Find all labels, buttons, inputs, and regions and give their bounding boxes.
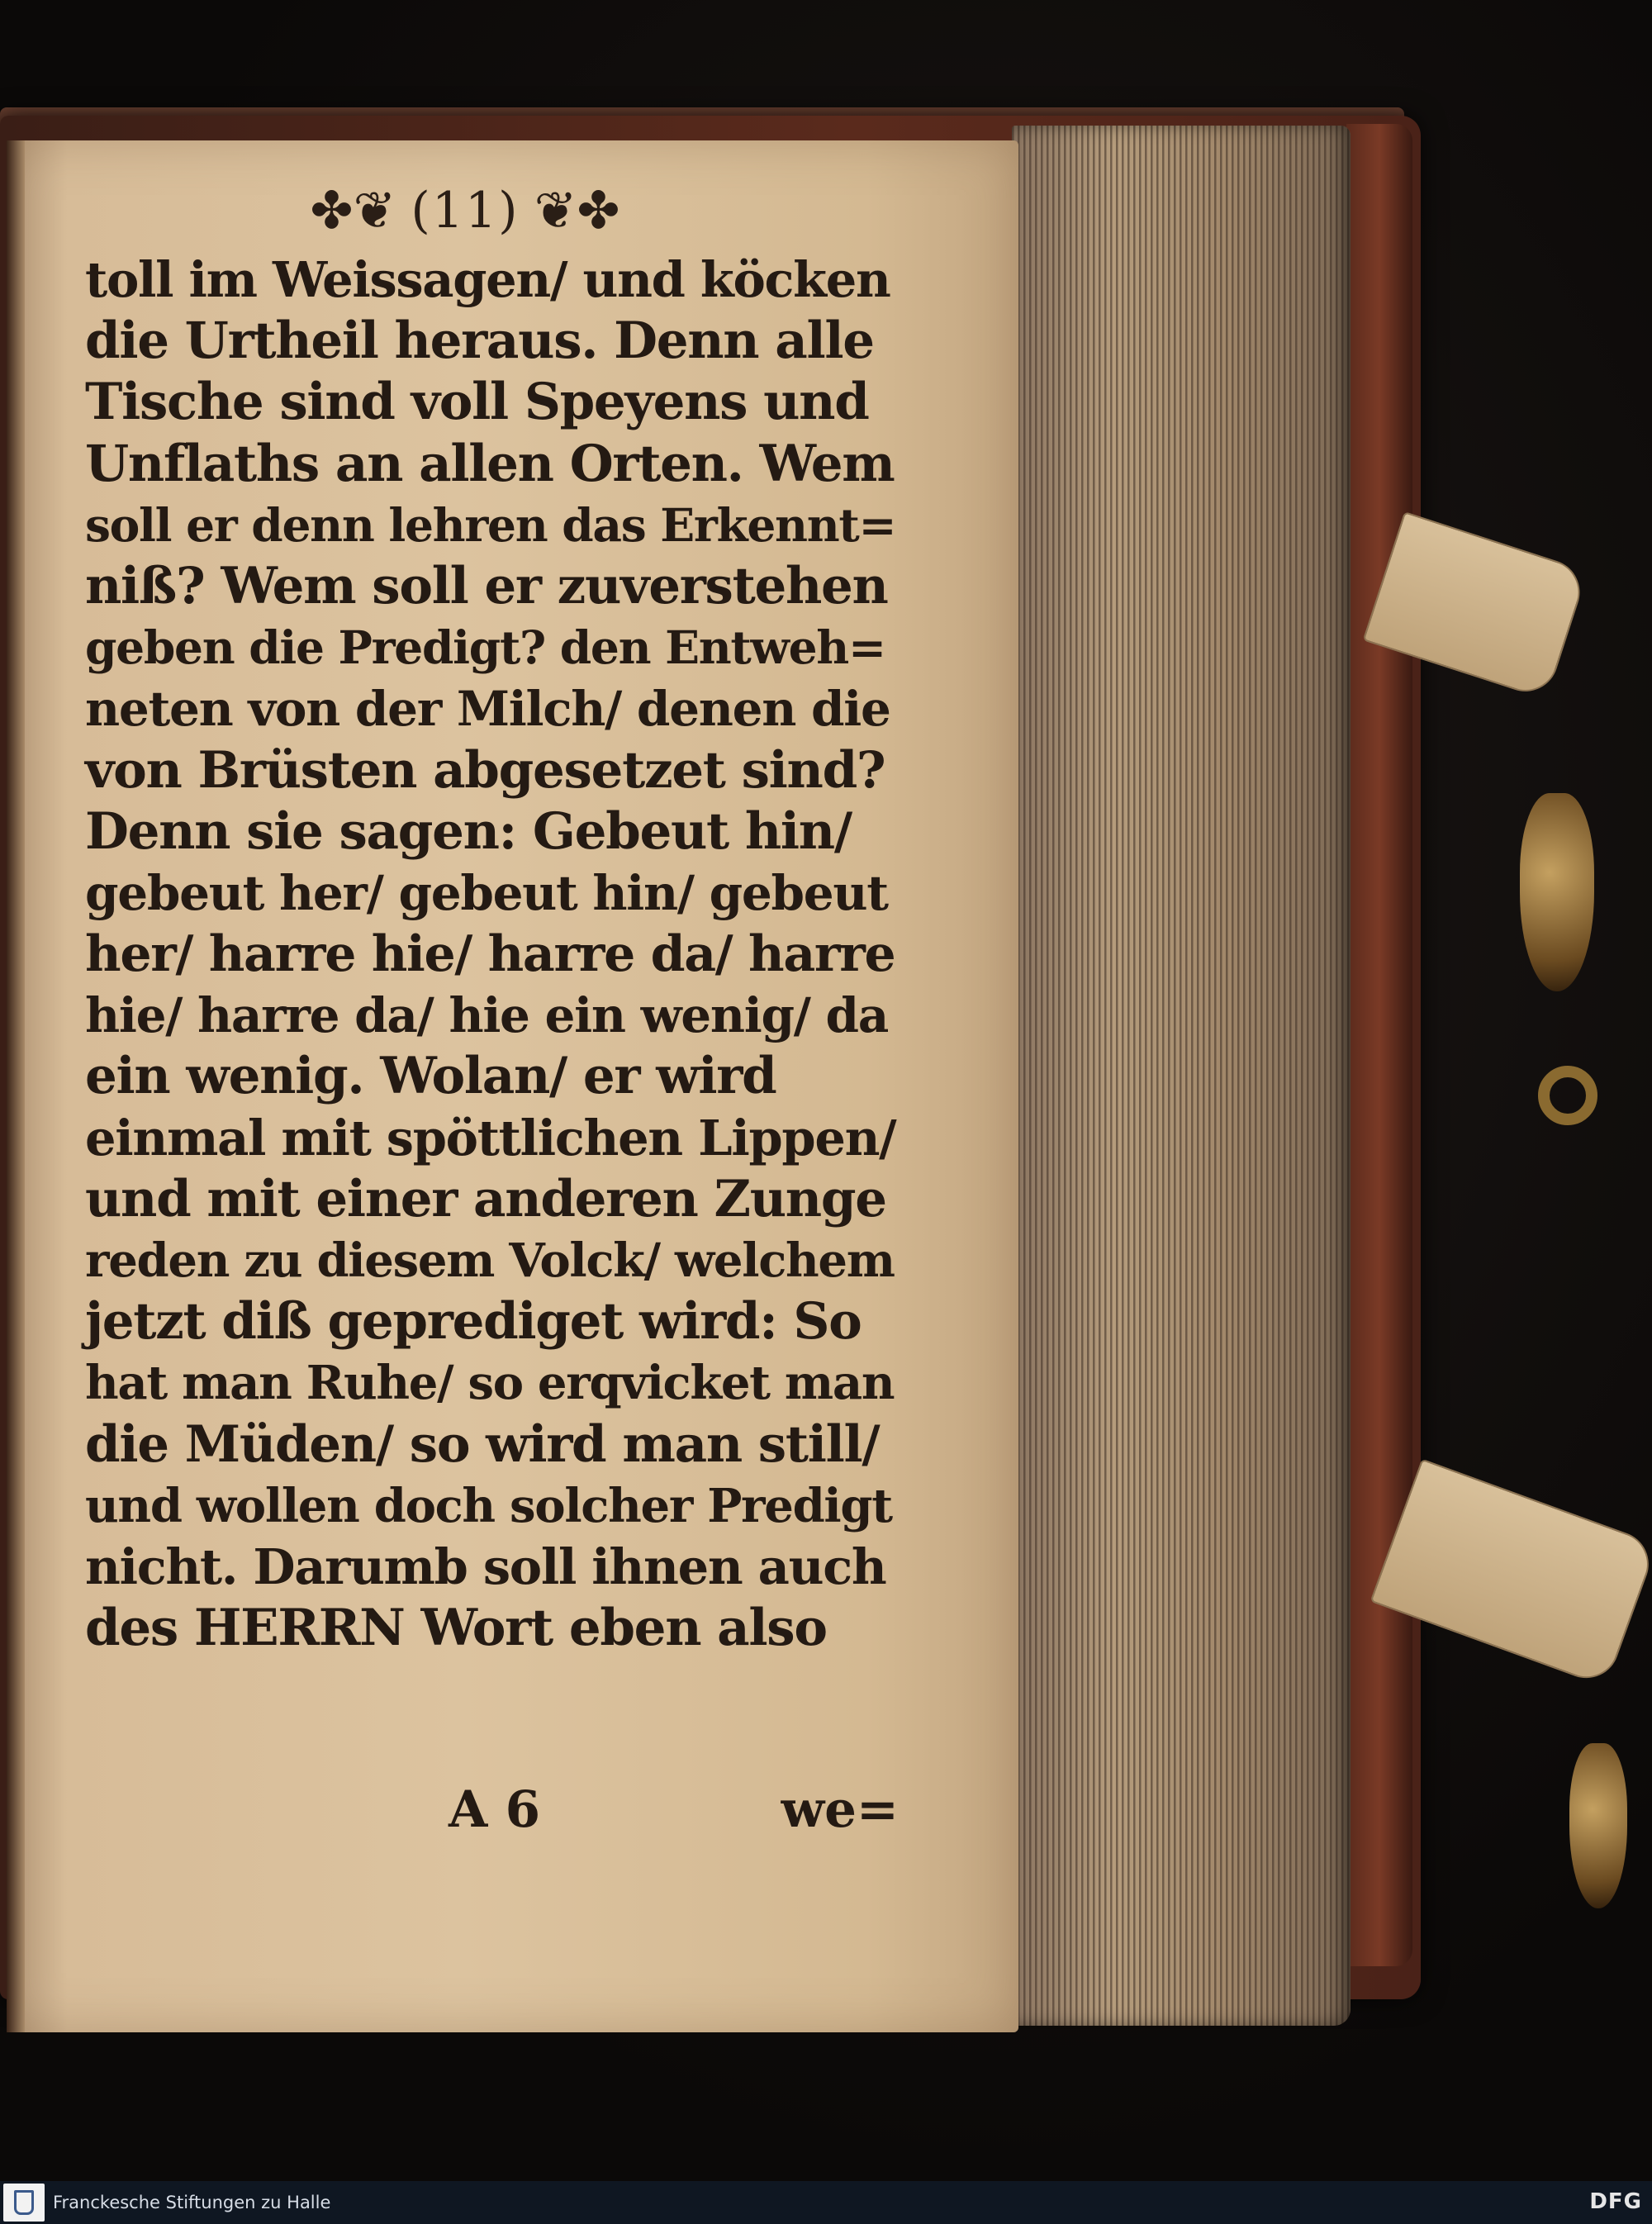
text-line: jetzt diß geprediget wird: So (85, 1292, 862, 1352)
text-line: toll im Weissagen/ und köcken (85, 251, 890, 308)
text-line: soll er denn lehren das Erkennt= (85, 497, 896, 552)
text-line: die Müden/ so wird man still/ (85, 1414, 880, 1474)
clasp-ring (1538, 1066, 1597, 1125)
text-line: einmal mit spöttlichen Lippen/ (85, 1109, 896, 1167)
body-text (85, 249, 895, 1659)
text-line: und mit einer anderen Zunge (85, 1169, 886, 1228)
institution-logo-icon (3, 2184, 45, 2222)
text-line: reden zu diesem Volck/ welchem (85, 1233, 895, 1288)
shield-icon (14, 2190, 34, 2215)
text-line: gebeut her/ gebeut hin/ gebeut (85, 864, 888, 921)
page-gutter (7, 140, 25, 2032)
text-line: hat man Ruhe/ so erqvicket man (85, 1356, 895, 1411)
text-line: von Brüsten abgesetzet sind? (85, 740, 885, 800)
text-line: Unflaths an allen Orten. Wem (85, 434, 895, 493)
text-line: die Urtheil heraus. Denn alle (85, 311, 874, 371)
text-line: her/ harre hie/ harre da/ harre (85, 925, 895, 984)
text-line: Denn sie sagen: Gebeut hin/ (85, 801, 852, 861)
metal-clasp-top (1520, 793, 1594, 991)
text-line: niß? Wem soll er zuverstehen (85, 556, 888, 615)
text-line: geben die Predigt? den Entweh= (85, 620, 885, 675)
text-line: hie/ harre da/ hie ein wenig/ da (85, 987, 889, 1044)
signature-mark: A 6 (449, 1780, 541, 1839)
dfg-logo: DFG (1589, 2189, 1642, 2214)
metal-clasp-bottom (1569, 1743, 1627, 1908)
book-cover-fore-edge (1346, 124, 1412, 1966)
text-line: nicht. Darumb soll ihnen auch (85, 1537, 886, 1595)
viewer-footer-bar (0, 2181, 1652, 2224)
page-block-edges (1012, 126, 1351, 2026)
ornament-right-icon: ❦✤ (534, 180, 620, 240)
text-line: ein wenig. Wolan/ er wird (85, 1047, 776, 1106)
text-line: Tische sind voll Speyens und (85, 373, 869, 432)
text-line: neten von der Milch/ denen die (85, 681, 890, 738)
page-number: (11) (411, 182, 520, 240)
text-line: und wollen doch solcher Predigt (85, 1478, 892, 1533)
ornament-left-icon: ✤❦ (310, 180, 396, 240)
institution-name: Franckesche Stiftungen zu Halle (53, 2193, 331, 2212)
page-header (300, 173, 630, 248)
catchword: we= (781, 1780, 899, 1839)
text-line: des HERRN Wort eben also (85, 1599, 827, 1658)
page-foot (85, 1780, 899, 1846)
left-page (7, 140, 1018, 2032)
